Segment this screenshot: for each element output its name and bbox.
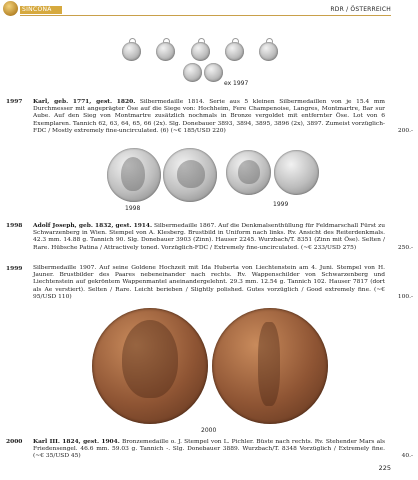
caption-1997: ex 1997 (224, 80, 249, 87)
lot-description: Silbermedaille 1814. Serie aus 5 kleinen Silbermedaillen von je 15.4 mm Durchmesser mit angeprägter Öse auf die Siege von: Hochheim, Fere Champenoise, Langres, Montmartre, Bar sur Aube. Auf den Sieg von Montmartre zusätzlich nochmals in Bronze vergoldet mit entfernter Öse. Lot von 6 Exemplaren. Tannich 62, 63, 64, 65, 66 (2x). Slg. Donebauer 3893, 3894, 3895, 3896 (2x), 3897. Zumeist vorzüglich-FDC / Mostly extremely fine-uncirculated. (6) (33, 99, 385, 134)
lot-number: 2000 (6, 438, 23, 445)
lot-estimate: (~€ 35/USD 45) (33, 453, 81, 460)
lot-price: 200.- (397, 127, 413, 134)
medal-image (122, 42, 141, 61)
medal-image (225, 42, 244, 61)
section-title: RDR / ÖSTERREICH (330, 6, 391, 13)
lot-number: 1997 (6, 98, 23, 105)
medal-reverse-image (274, 150, 319, 195)
medal-image (259, 42, 278, 61)
standing-figure (258, 322, 280, 406)
lot-title: Karl III. 1824, gest. 1904. (33, 438, 120, 445)
bust-figure (122, 320, 178, 398)
lot-description: Bronzemedaille o. J. Stempel von L. Pichler. Büste nach rechts. Rv. Stehender Mars als Friedensengel. 46.6 mm. 59.03 g. Tannich -. Slg. Donebauer 3889. Wurzbach/T. 8348 Vorzüglich / Extremely fine. (33, 439, 385, 453)
lot-description: Silbermedaille 1867. Auf die Denkmalsenthüllung für Feldmarschall Fürst zu Schwarzenberg in Wien. Stempel von A. Klesberg. Brustbild in Uniform nach links. Rv. Ansicht des Reiterdenkmals. 42.3 mm. 14.88 g. Tannich 90. Slg. Donebauer 3903 (Zinn). Hauser 2245. Wurzbach/T. 8351 (Zinn mit Öse). Selten / Rare. Hübsche Patina / Attractively toned. Vorzüglich-FDC / Extremely fine-uncirculated. (33, 223, 385, 251)
lot-description: Silbermedaille 1907. Auf seine Goldene Hochzeit mit Ida Huberta von Liechtenstein am 4. Juni. Stempel von H. Jauner. Brustbilder des Paares nebeneinander nach rechts. Rv. Wappenschilder von Schwarzenberg und Liechtenstein auf gekröntem Wappenmantel aneinandergelehnt. 29.3 mm. 12.54 g. Tannich 102. Hauser 7817 (dort als Ae verstiert). Selten / Rare. Leicht berieben / Slightly polished. Gutes vorzüglich / Good extremely fine. (33, 265, 385, 293)
lot-estimate: (~€ 185/USD 220) (170, 127, 226, 134)
medal-image (156, 42, 175, 61)
page-number: 225 (378, 464, 391, 472)
bust-figure (121, 157, 145, 191)
lot-title: Karl, geb. 1771, gest. 1820. (33, 98, 136, 105)
lot-number: 1998 (6, 222, 23, 229)
lot-estimate: (~€ 95/USD 110) (33, 286, 385, 300)
caption-1998: 1998 (125, 205, 141, 212)
sincona-logo-icon (3, 1, 18, 16)
header-rule (20, 15, 391, 16)
caption-1999: 1999 (273, 201, 289, 208)
lot-number: 1999 (6, 265, 23, 272)
lot-1998 (6, 222, 413, 252)
lot-2000 (6, 438, 413, 461)
medal-image (204, 63, 223, 82)
lot-price: 40.- (401, 453, 413, 460)
equestrian-figure (177, 160, 205, 188)
brand-name: SINCONA (22, 6, 52, 13)
caption-2000: 2000 (201, 427, 217, 434)
couple-figure (238, 160, 260, 184)
lot-price: 250.- (397, 244, 413, 251)
lot-1999 (6, 265, 413, 301)
lot-1997 (6, 98, 413, 135)
medal-image (191, 42, 210, 61)
lot-title: Adolf Joseph, geb. 1832, gest. 1914. (33, 222, 153, 229)
page-header (0, 0, 418, 20)
lot-estimate: (~€ 233/USD 275) (300, 244, 357, 251)
lot-price: 100.- (397, 293, 413, 300)
medal-image (183, 63, 202, 82)
